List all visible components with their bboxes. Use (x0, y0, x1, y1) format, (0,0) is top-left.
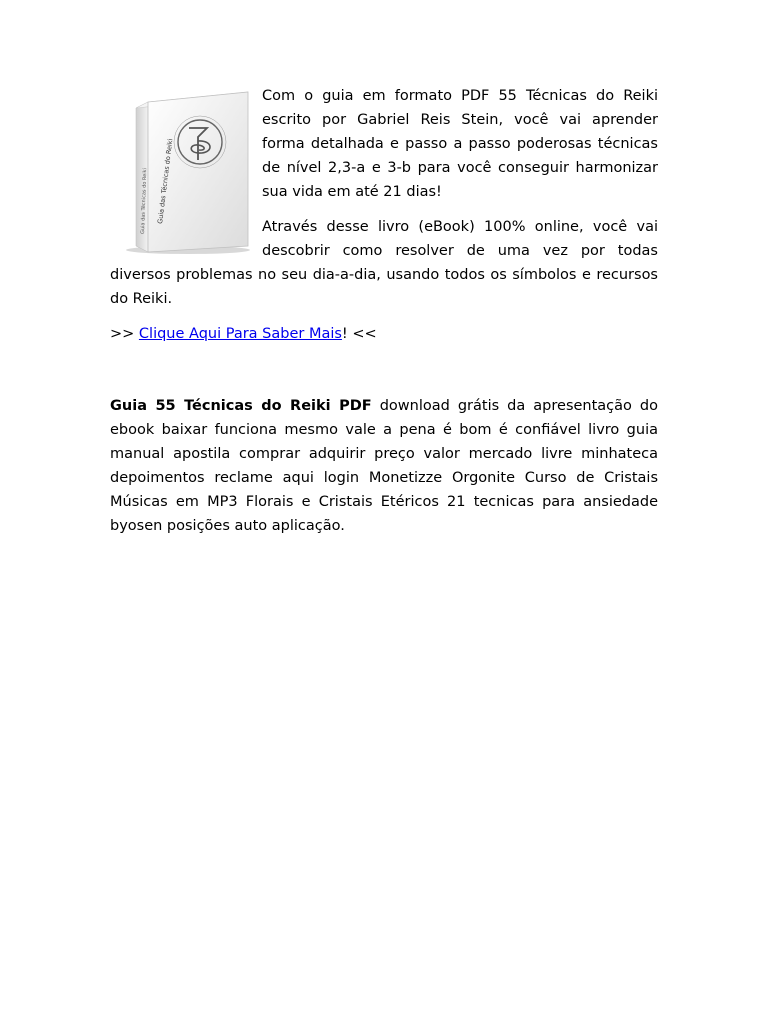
saber-mais-link[interactable]: Clique Aqui Para Saber Mais (138, 326, 342, 342)
cta-suffix: ! << (341, 326, 377, 342)
cover-spine-title: Guia das Técnicas do Reiki (140, 167, 149, 235)
section-spacer (110, 357, 658, 394)
keywords-paragraph (110, 394, 658, 538)
keywords-text: download grátis da apresentação do ebook baixar funciona mesmo vale a pena é bom é confiável livro guia manual apostila comprar adquirir preço valor mercado livre minhateca depoimentos reclame aqui login Monetizze Orgonite Curso de Cristais Músicas em MP3 Florais e Cristais Etéricos 21 tecnicas para ansiedade byosen posições auto aplicação. (110, 398, 659, 534)
intro-paragraph-1: Com o guia em formato PDF 55 Técnicas do Reiki escrito por Gabriel Reis Stein, você vai aprender forma detalhada e passo a passo poderosas técnicas de nível 2,3-a e 3-b para você conseguir harmonizar sua vida em até 21 dias! (262, 88, 658, 200)
keywords-title: Guia 55 Técnicas do Reiki PDF (110, 398, 372, 414)
call-to-action-line (110, 322, 658, 346)
cover-front-title: Guia das Técnicas do Reiki (156, 138, 175, 225)
ebook-cover-image (110, 84, 256, 256)
ebook-cover-svg (110, 84, 256, 256)
document-page (110, 84, 658, 549)
cta-prefix: >> (110, 326, 139, 342)
intro-paragraph-2: Através desse livro (eBook) 100% online, você vai descobrir como resolver de uma vez por todas diversos problemas no seu dia-a-dia, usando todos os símbolos e recursos do Reiki. (110, 219, 658, 307)
